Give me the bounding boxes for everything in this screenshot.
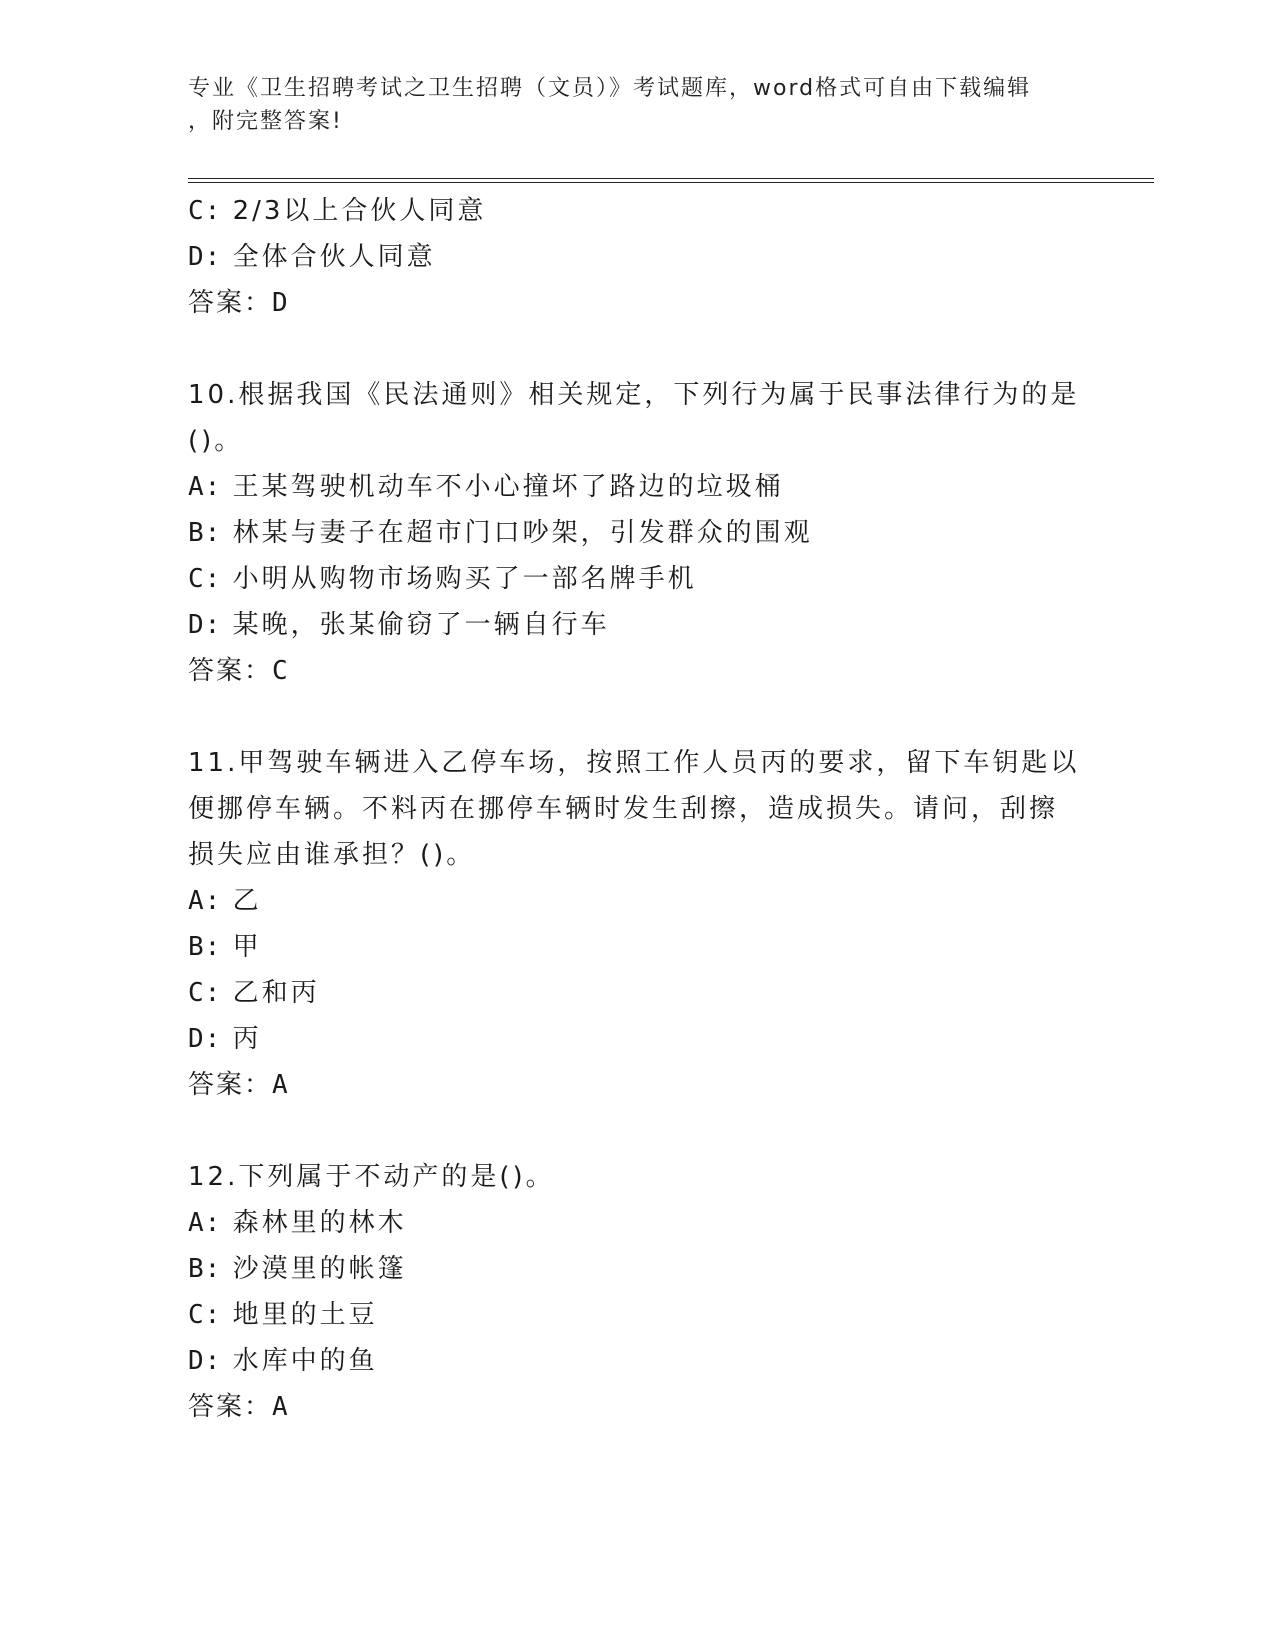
option-c [188, 556, 1088, 602]
spacer [188, 694, 1088, 740]
previous-question-block [188, 188, 1088, 326]
option-label: C: [188, 1300, 222, 1330]
option-b [188, 924, 1088, 970]
option-b [188, 510, 1088, 556]
answer-value: A [272, 1070, 289, 1100]
option-d [188, 234, 1088, 280]
option-text: 森林里的林木 [232, 1208, 407, 1238]
option-label: A: [188, 886, 222, 916]
answer-value: C [272, 656, 289, 686]
answer-label: 答案： [188, 1392, 273, 1422]
option-c [188, 1292, 1088, 1338]
question-stem-line: 便挪停车辆。不料丙在挪停车辆时发生刮擦，造成损失。请问，刮擦 [188, 794, 1059, 824]
option-label: D: [188, 1024, 222, 1054]
option-text: 乙 [232, 886, 262, 916]
option-label: D: [188, 610, 222, 640]
option-c [188, 970, 1088, 1016]
option-a [188, 464, 1088, 510]
option-text: 小明从购物市场购买了一部名牌手机 [232, 564, 697, 594]
answer-label: 答案： [188, 1070, 273, 1100]
option-text: 全体合伙人同意 [232, 242, 436, 272]
option-a [188, 878, 1088, 924]
option-label: B: [188, 932, 222, 962]
question-10-block [188, 372, 1088, 694]
option-d [188, 1016, 1088, 1062]
option-label: D: [188, 242, 222, 272]
option-text: 林某与妻子在超市门口吵架，引发群众的围观 [232, 518, 813, 548]
option-text: 沙漠里的帐篷 [232, 1254, 407, 1284]
option-label: C: [188, 978, 222, 1008]
header-line-2: ，附完整答案! [188, 109, 343, 134]
option-label: B: [188, 1254, 222, 1284]
option-text: 乙和丙 [232, 978, 320, 1008]
option-text: 王某驾驶机动车不小心撞坏了路边的垃圾桶 [232, 472, 784, 502]
answer-value: A [272, 1392, 289, 1422]
question-content [188, 188, 1088, 1430]
question-stem-line: 11.甲驾驶车辆进入乙停车场，按照工作人员丙的要求，留下车钥匙以 [188, 748, 1080, 778]
answer-label: 答案： [188, 288, 273, 318]
option-text: 甲 [232, 932, 262, 962]
answer-line [188, 648, 1088, 694]
answer-line [188, 280, 1088, 326]
option-label: D: [188, 1346, 222, 1376]
option-label: A: [188, 1208, 222, 1238]
option-label: C: [188, 564, 222, 594]
option-d [188, 1338, 1088, 1384]
option-c [188, 188, 1088, 234]
question-stem-line: ()。 [188, 426, 244, 456]
question-stem-line: 12.下列属于不动产的是()。 [188, 1162, 555, 1192]
option-label: C: [188, 196, 222, 226]
document-header [188, 72, 1068, 138]
answer-line [188, 1062, 1088, 1108]
question-stem-line: 10.根据我国《民法通则》相关规定，下列行为属于民事法律行为的是 [188, 380, 1080, 410]
option-b [188, 1246, 1088, 1292]
question-11-block [188, 740, 1088, 1108]
answer-line [188, 1384, 1088, 1430]
question-stem-line: 损失应由谁承担？()。 [188, 840, 476, 870]
option-text: 水库中的鱼 [232, 1346, 378, 1376]
option-text: 2/3以上合伙人同意 [232, 196, 487, 226]
answer-label: 答案： [188, 656, 273, 686]
option-text: 某晚，张某偷窃了一辆自行车 [232, 610, 610, 640]
option-d [188, 602, 1088, 648]
header-line-1: 专业《卫生招聘考试之卫生招聘（文员）》考试题库，word格式可自由下载编辑 [188, 76, 1032, 101]
option-text: 丙 [232, 1024, 262, 1054]
header-divider-top [188, 178, 1154, 179]
option-label: B: [188, 518, 222, 548]
option-text: 地里的土豆 [232, 1300, 378, 1330]
spacer [188, 326, 1088, 372]
spacer [188, 1108, 1088, 1154]
header-divider-bottom [188, 182, 1154, 183]
option-label: A: [188, 472, 222, 502]
question-12-block [188, 1154, 1088, 1430]
option-a [188, 1200, 1088, 1246]
answer-value: D [272, 288, 289, 318]
